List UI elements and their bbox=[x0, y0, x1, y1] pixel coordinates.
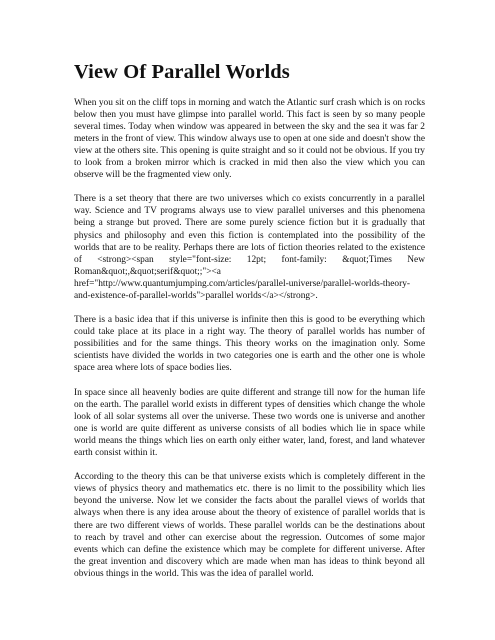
paragraph: According to the theory this can be that universe exists which is completely different in the views of physics theory and mathematics etc. there is no limit to the possibility which lies beyond the universe. Now let we consider the facts about the parallel views of worlds that always when there is any idea arouse about the theory of existence of parallel worlds that is there are two different views of worlds. These parallel worlds can be the destinations about to reach by travel and other can exercise about the regression. Outcomes of some major events which can define the existence which may be complete for different universe. After the great invention and discovery which are made when man has ideas to think beyond all obvious things in the world. This was the idea of parallel world. bbox=[74, 472, 425, 579]
paragraph: In space since all heavenly bodies are quite different and strange till now for the human life on the earth. The parallel world exists in different types of densities which change the whole look of all solar systems all over the universe. These two words one is universe and another one is world are quite different as universe consists of all bodies which lie in space while world means the things which lies on earth only either water, land, forest, and land whatever earth consist within it. bbox=[74, 387, 425, 459]
paragraph: There is a set theory that there are two universes which co exists concurrently in a parallel way. Science and TV programs always use to view parallel universes and this phenomena being a strange but proved. There are some purely science fiction but it is gradually that physics and philosophy and even this fiction is contemplated into the possibility of the worlds that are to be reality. Perhaps there are lots of fiction theories related to the existence of <strong><span style="font-size: 12pt; font-family: &quot;Times New Roman&quot;,&quot;serif&quot;;"><a href="http://www.quantumjumping.com/articles/parallel-universe/parallel-worlds-theory-and-existence-of-parallel-worlds">parallel worlds</a></strong>. bbox=[74, 194, 425, 301]
paragraph: When you sit on the cliff tops in morning and watch the Atlantic surf crash which is on rocks below then you must have glimpse into parallel world. This fact is seen by so many people several times. Today when window was appeared in between the sky and the sea it was far 2 meters in the front of view. This window always use to open at one side and doesn't show the view at the others site. This opening is quite straight and so it could not be obvious. If you try to look from a broken mirror which is cracked in mid then also the view which you can observe will be the fragmented view only. bbox=[74, 97, 425, 181]
document-title: View Of Parallel Worlds bbox=[74, 61, 290, 83]
document-page bbox=[74, 60, 425, 592]
paragraph: There is a basic idea that if this universe is infinite then this is good to be everything which could take place at its place in a right way. The theory of parallel worlds has number of possibilities and for the same things. This theory works on the imagination only. Some scientists have divided the worlds in two categories one is earth and the other one is whole space area where lots of space bodies lies. bbox=[74, 315, 425, 374]
